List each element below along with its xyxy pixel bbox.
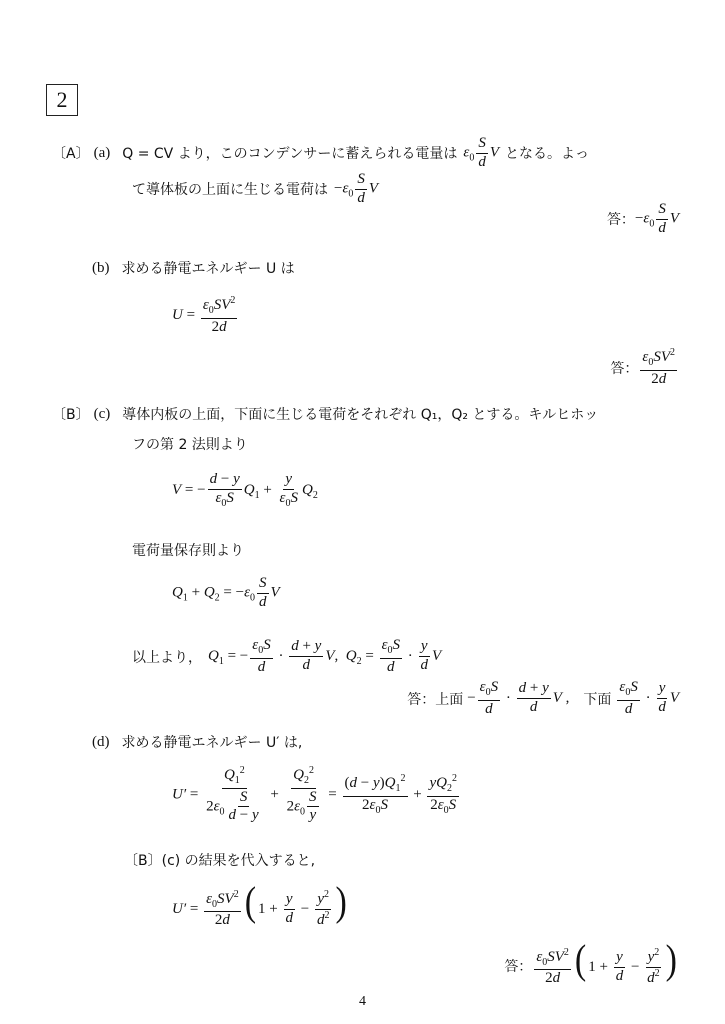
subpart-c-label: (c) <box>93 405 111 422</box>
part-a-line1 <box>52 136 589 171</box>
part-b-line <box>92 258 295 278</box>
conservation-equation: $Q_1 + Q_2 = -\varepsilon_0$ $\frac{S}{d}$ V <box>172 575 280 610</box>
problem-number-box: 2 <box>46 84 78 116</box>
energy-d-equation: U′ = $Q_1^2$ $2\varepsilon_0$ $\frac{S}{d - y}$ + $Q_2^2$ $2\varepsilon_0$ $\frac{S}{y}$ = $\frac{(d - y)Q_1^2}{2\varepsilon_0S}$ + $\frac{yQ_2^2}{2\varepsilon_0S}$ <box>172 765 457 824</box>
energy-d-result: U′ = $\frac{\varepsilon_0SV^2}{2d}$ ( 1 + $\frac{y}{d}$ − $\frac{y^2}{d^2}$ ) <box>172 880 347 929</box>
part-c-line2 <box>132 434 248 454</box>
answer-a-prefix: 答： <box>606 212 635 229</box>
part-c-text1: 導体内板の上面，下面に生じる電荷をそれぞれ Q₁，Q₂ とする。キルヒホッ <box>122 407 599 423</box>
subpart-a-label: (a) <box>93 144 111 161</box>
part-a-line2 <box>132 172 378 207</box>
answer-b: 答： $\frac{\varepsilon_0SV^2}{2d}$ <box>610 347 675 387</box>
subpart-b-label: (b) <box>92 259 110 276</box>
part-c-text2: フの第 2 法則より <box>132 437 248 453</box>
conclusion-text: 以上より， <box>132 649 202 666</box>
charge-expression: $\varepsilon_0$ $\frac{S}{d}$ V <box>463 135 500 170</box>
section-a-label: 〔A〕 <box>52 146 90 163</box>
part-a-text1: Q = CV より，このコンデンサーに蓄えられる電量は <box>122 146 458 163</box>
answer-b-prefix: 答： <box>610 360 639 377</box>
answer-a: 答： $-\varepsilon_0$ $\frac{S}{d}$ V <box>606 201 679 236</box>
page-number: 4 <box>359 994 366 1009</box>
subpart-d-label: (d) <box>92 733 110 750</box>
answer-c-prefix: 答：上面 <box>407 691 464 708</box>
part-d-line <box>92 732 302 752</box>
conservation-text: 電荷量保存則より <box>132 543 244 559</box>
answer-c: 答：上面 − $\frac{\varepsilon_0S}{d}$ · $\frac{d + y}{d}$ V , 下面 $\frac{\varepsilon_0S}{d}$ · $\frac{y}{d}$ V <box>407 679 679 717</box>
energy-equation: U = $\frac{\varepsilon_0SV^2}{2d}$ <box>172 295 236 335</box>
part-c-line1 <box>52 404 598 424</box>
answer-d-prefix: 答： <box>504 958 533 975</box>
part-d-text: 求める静電エネルギー U′ は, <box>121 735 303 751</box>
part-a-text1-end: となる。よっ <box>505 146 590 163</box>
part-b-text: 求める静電エネルギー U は <box>121 261 295 277</box>
section-b-label: 〔B〕 <box>52 407 90 423</box>
conservation-line <box>132 540 244 560</box>
kirchhoff-equation: V = − $\frac{d - y}{\varepsilon_0S}$ $Q_1$ + $\frac{y}{\varepsilon_0S}$ $Q_2$ <box>172 471 318 509</box>
part-a-text2: て導体板の上面に生じる電荷は <box>132 182 328 199</box>
answer-d: 答： $\frac{\varepsilon_0SV^2}{2d}$ ( 1 + $\frac{y}{d}$ − $\frac{y^2}{d^2}$ ) <box>504 938 677 987</box>
substitute-text: 〔B〕(c) の結果を代入すると, <box>124 853 316 869</box>
upper-surface-charge: $-\varepsilon_0$ $\frac{S}{d}$ V <box>334 171 379 206</box>
conclusion-line: 以上より， $Q_1$ = − $\frac{\varepsilon_0S}{d}$ · $\frac{d + y}{d}$ V, $Q_2$ = $\frac{\varepsilon_0S}{d}$ · $\frac{y}{d}$ V <box>132 637 442 675</box>
substitute-line <box>124 850 315 870</box>
answer-c-lower: 下面 <box>583 691 612 708</box>
